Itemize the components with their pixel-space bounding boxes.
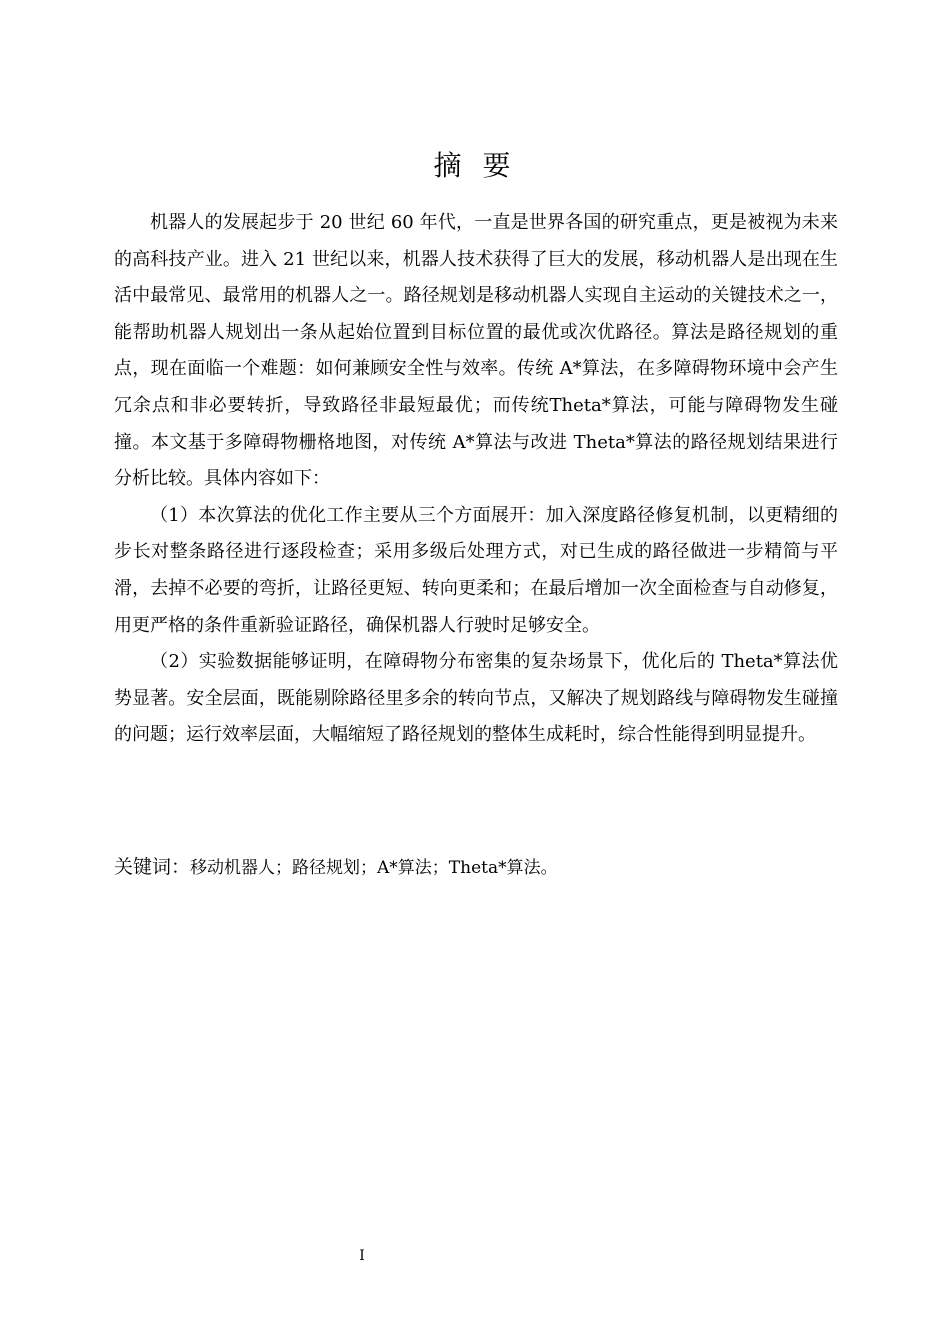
- abstract-title: 摘 要: [433, 149, 517, 182]
- keywords-label: 关键词：: [114, 856, 191, 878]
- keywords-text: 移动机器人；路径规划；A*算法；Theta*算法。: [190, 858, 558, 878]
- abstract-paragraph-point-2: （2）实验数据能够证明，在障碍物分布密集的复杂场景下，优化后的 Theta*算法优势显著。安全层面，既能剔除路径里多余的转向节点，又解决了规划路线与障碍物发生碰撞的问题；运行效率层面，大幅缩短了路径规划的整体生成耗时，综合性能得到明显提升。: [114, 651, 838, 746]
- abstract-body: [114, 205, 838, 754]
- keywords-line: [114, 852, 838, 883]
- page-number: I: [359, 1248, 365, 1264]
- abstract-paragraph-intro: 机器人的发展起步于 20 世纪 60 年代，一直是世界各国的研究重点，更是被视为未来的高科技产业。进入 21 世纪以来，机器人技术获得了巨大的发展，移动机器人是出现在生活中最常见、最常用的机器人之一。路径规划是移动机器人实现自主运动的关键技术之一，能帮助机器人规划出一条从起始位置到目标位置的最优或次优路径。算法是路径规划的重点，现在面临一个难题：如何兼顾安全性与效率。传统 A*算法，在多障碍物环境中会产生冗余点和非必要转折，导致路径非最短最优；而传统Theta*算法，可能与障碍物发生碰撞。本文基于多障碍物栅格地图，对传统 A*算法与改进 Theta*算法的路径规划结果进行分析比较。具体内容如下：: [114, 212, 838, 490]
- abstract-paragraph-point-1: （1）本次算法的优化工作主要从三个方面展开：加入深度路径修复机制，以更精细的步长对整条路径进行逐段检查；采用多级后处理方式，对已生成的路径做进一步精简与平滑，去掉不必要的弯折，让路径更短、转向更柔和；在最后增加一次全面检查与自动修复，用更严格的条件重新验证路径，确保机器人行驶时足够安全。: [114, 504, 838, 636]
